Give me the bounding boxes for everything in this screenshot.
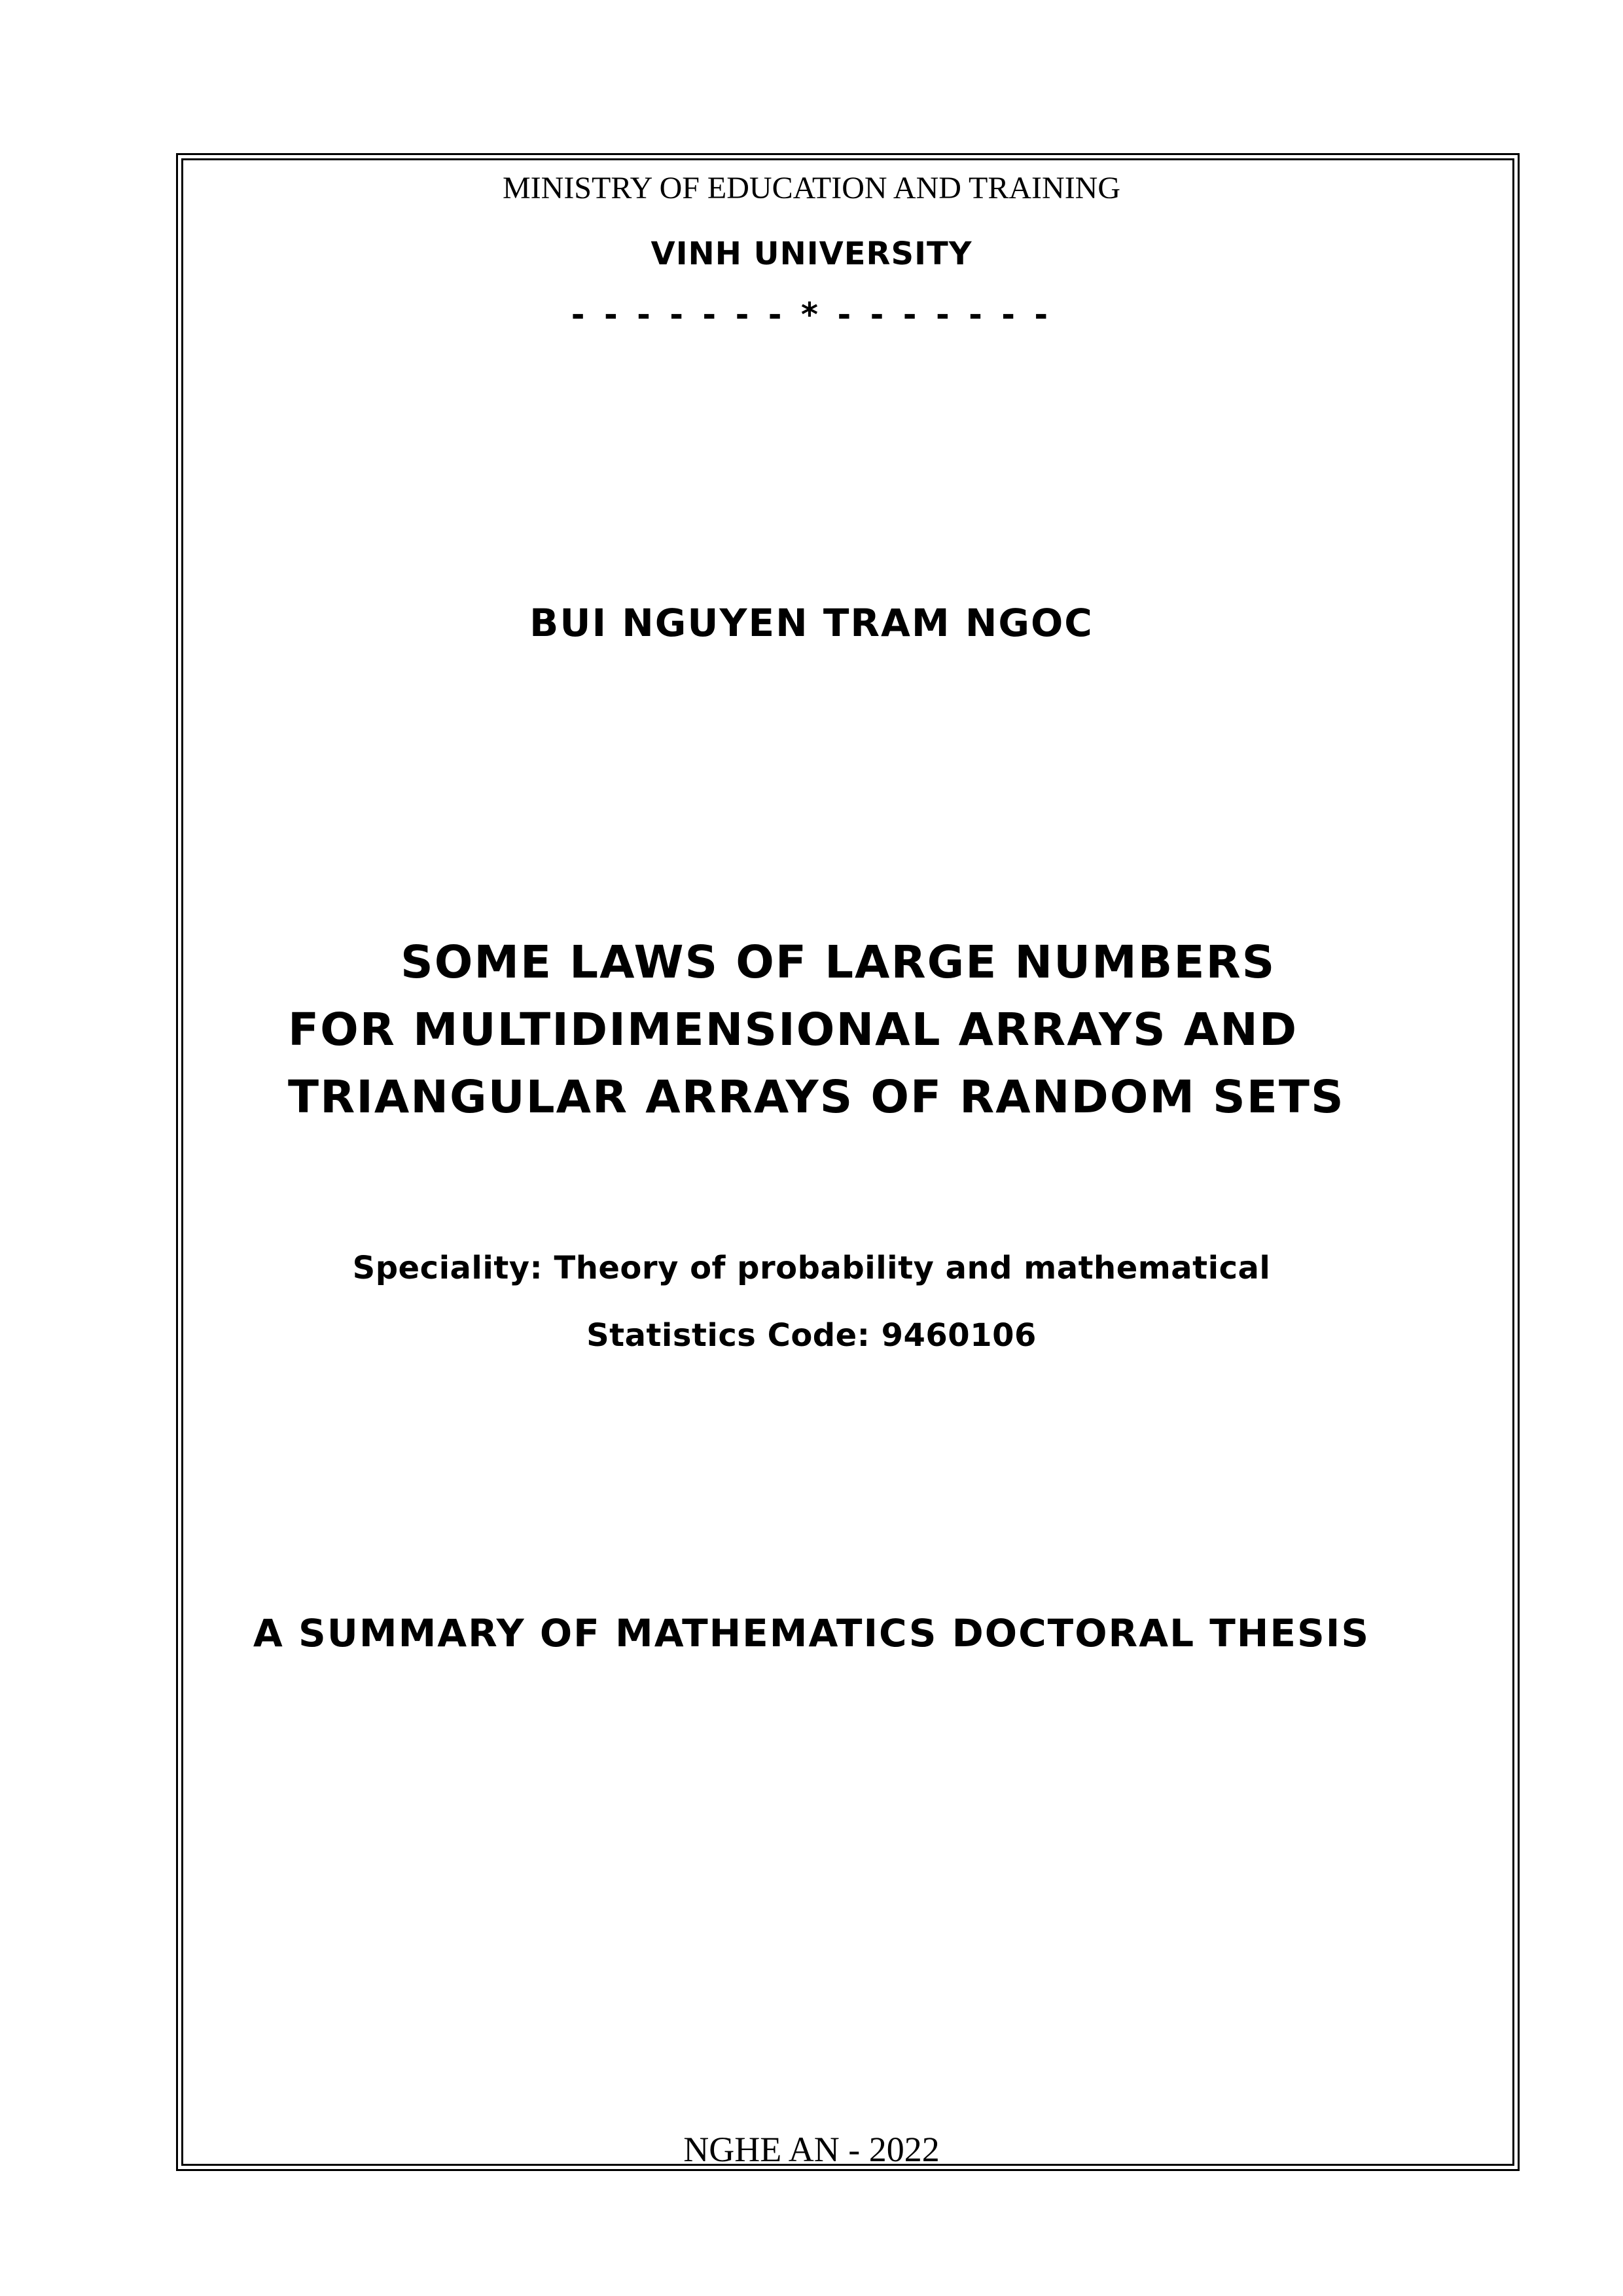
thesis-title [288, 929, 1345, 1131]
document-type: A SUMMARY OF MATHEMATICS DOCTORAL THESIS [253, 1611, 1370, 1655]
thesis-title-line-1: SOME LAWS OF LARGE NUMBERS [401, 936, 1276, 989]
university-name: VINH UNIVERSITY [651, 236, 972, 272]
ministry-name: MINISTRY OF EDUCATION AND TRAINING [502, 171, 1120, 205]
author-name: BUI NGUYEN TRAM NGOC [529, 601, 1094, 645]
place-and-date: NGHE AN - 2022 [683, 2130, 940, 2169]
thesis-title-line-3: TRIANGULAR ARRAYS OF RANDOM SETS [288, 1071, 1345, 1123]
page-border-inner [181, 158, 1514, 2166]
statistics-code-line: Statistics Code: 9460106 [586, 1317, 1037, 1354]
thesis-title-line-2: FOR MULTIDIMENSIONAL ARRAYS AND [288, 1004, 1298, 1056]
speciality-line: Speciality: Theory of probability and mathematical [352, 1250, 1271, 1286]
header-divider: - - - - - - - * - - - - - - - [571, 296, 1052, 334]
